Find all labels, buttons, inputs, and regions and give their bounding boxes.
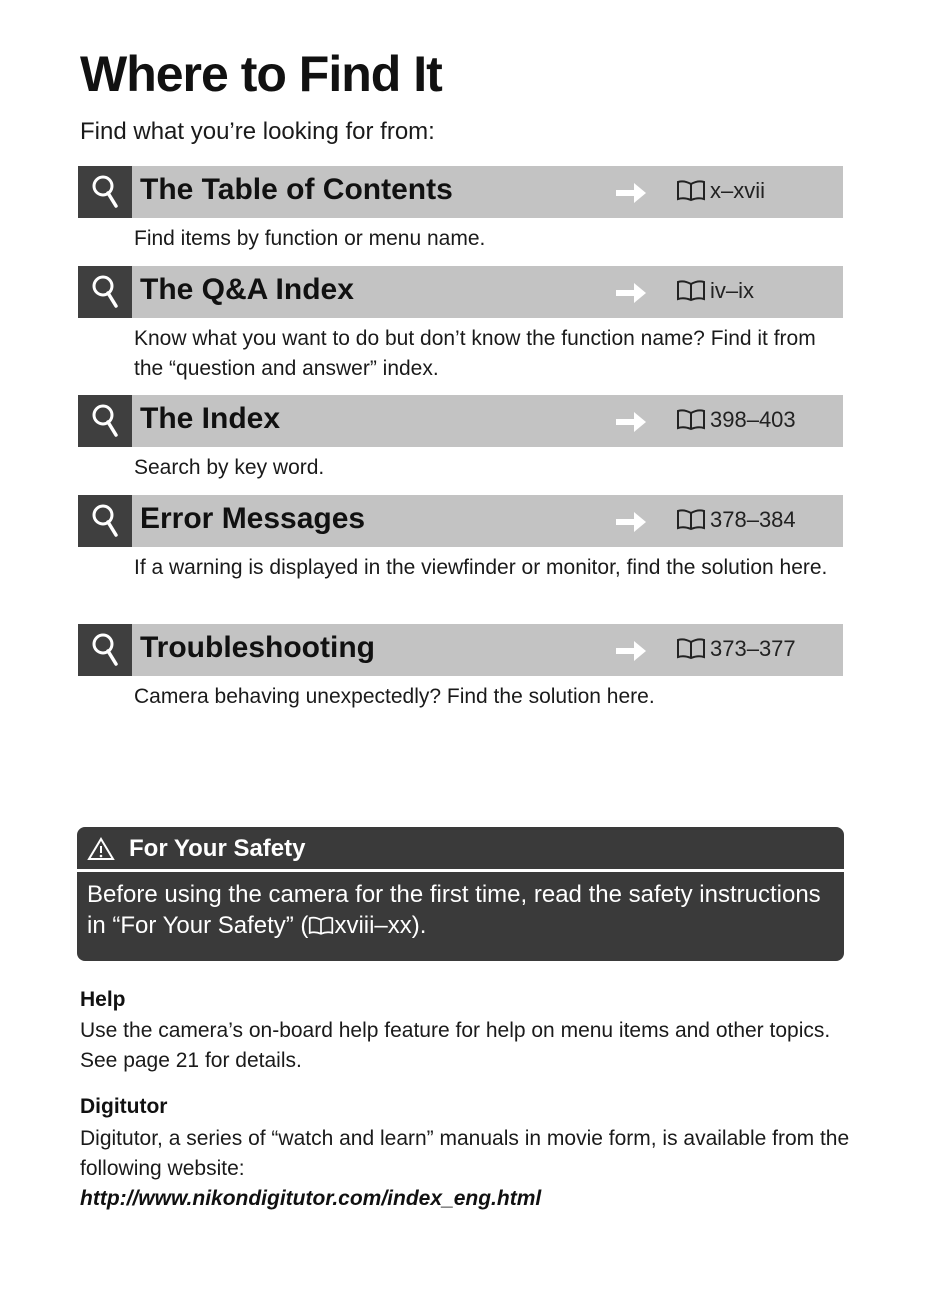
book-icon <box>676 280 706 302</box>
entry-bar <box>78 624 843 676</box>
help-heading: Help <box>80 988 126 1011</box>
entry-title: Troubleshooting <box>140 631 375 664</box>
entry-bar <box>78 395 843 447</box>
page-range: x–xvii <box>710 178 766 203</box>
entry-bar <box>78 266 843 318</box>
safety-text-before: Before using the camera for the first time, read the safety instructions in “For Your Safety” ( <box>87 881 821 939</box>
entry-title: The Index <box>140 402 281 435</box>
safety-text <box>87 879 827 941</box>
digitutor-heading: Digitutor <box>80 1095 168 1118</box>
magnifier-icon <box>78 266 132 318</box>
magnifier-icon <box>78 624 132 676</box>
warning-triangle-icon <box>87 837 115 861</box>
right-arrow-icon <box>614 176 648 210</box>
right-arrow-icon <box>614 634 648 668</box>
page-reference <box>676 266 754 318</box>
help-text: Use the camera’s on-board help feature for help on menu items and other topics. See page 21 for details. <box>80 1019 831 1072</box>
entry-title: Error Messages <box>140 502 366 535</box>
entry-title: The Table of Contents <box>140 173 453 206</box>
entry-qa-index <box>78 266 843 384</box>
page-range: 373–377 <box>710 636 796 661</box>
entry-bar <box>78 495 843 547</box>
safety-title: For Your Safety <box>129 835 306 862</box>
safety-text-after: ). <box>411 912 427 939</box>
magnifier-icon <box>78 395 132 447</box>
page-reference <box>676 395 796 447</box>
entry-description: Camera behaving unexpectedly? Find the solution here. <box>134 685 655 708</box>
entry-troubleshooting <box>78 624 843 712</box>
entry-title: The Q&A Index <box>140 273 354 306</box>
entry-description: If a warning is displayed in the viewfinder or monitor, find the solution here. <box>134 556 828 579</box>
safety-box <box>77 827 844 961</box>
page-reference <box>676 624 796 676</box>
page-range: iv–ix <box>710 278 755 303</box>
page-title: Where to Find It <box>80 46 442 102</box>
safety-page-range: xviii–xx <box>334 912 412 939</box>
book-icon <box>676 509 706 531</box>
digitutor-text: Digitutor, a series of “watch and learn” manuals in movie form, is available from the following website: <box>80 1127 850 1180</box>
right-arrow-icon <box>614 505 648 539</box>
page-reference <box>676 495 796 547</box>
digitutor-link[interactable]: http://www.nikondigitutor.com/index_eng.html <box>80 1187 542 1210</box>
page-range: 398–403 <box>710 407 796 432</box>
entry-index <box>78 395 843 483</box>
book-icon <box>676 180 706 202</box>
intro-text: Find what you’re looking for from: <box>80 118 435 145</box>
entry-description: Find items by function or menu name. <box>134 227 486 250</box>
safety-header <box>77 827 844 872</box>
book-icon <box>676 409 706 431</box>
right-arrow-icon <box>614 405 648 439</box>
entry-description: Search by key word. <box>134 456 325 479</box>
entry-description: Know what you want to do but don’t know the function name? Find it from the “question and answer” index. <box>134 327 816 380</box>
page-range: 378–384 <box>710 507 796 532</box>
book-icon <box>308 916 334 936</box>
page-reference <box>676 166 765 218</box>
book-icon <box>676 638 706 660</box>
right-arrow-icon <box>614 276 648 310</box>
entry-bar <box>78 166 843 218</box>
magnifier-icon <box>78 166 132 218</box>
magnifier-icon <box>78 495 132 547</box>
entry-table-of-contents <box>78 166 843 254</box>
entry-error-messages <box>78 495 843 583</box>
